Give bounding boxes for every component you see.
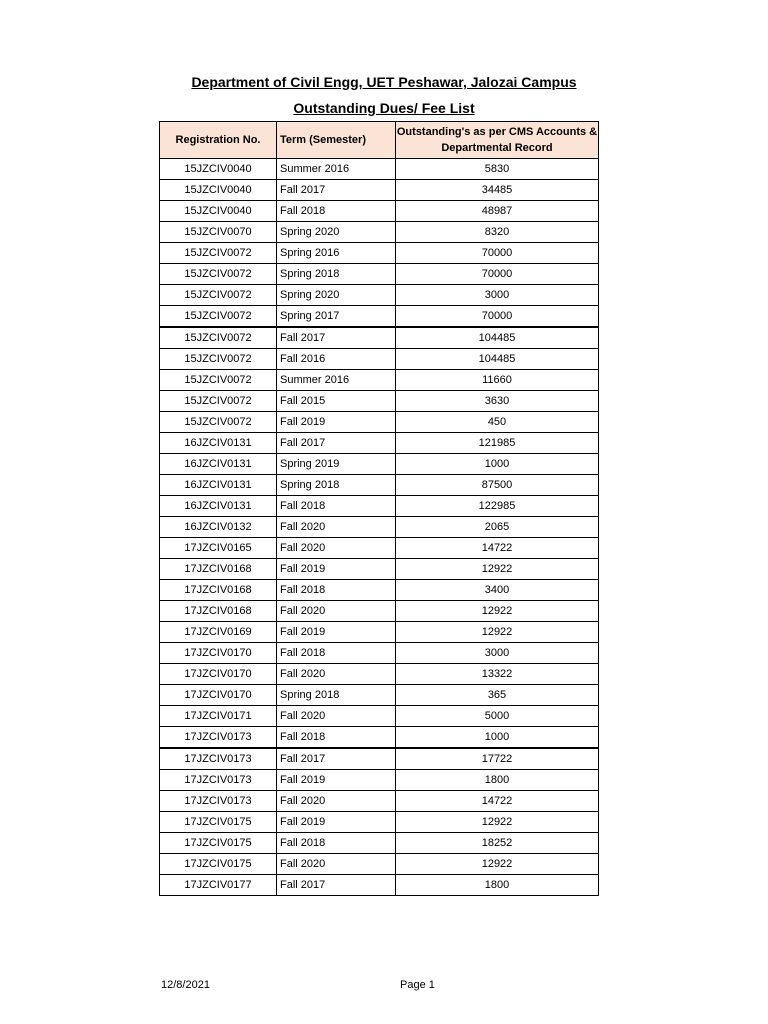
table-row	[160, 854, 599, 875]
table-row	[160, 306, 599, 328]
term-cell: Fall 2016	[277, 349, 396, 370]
outstanding-amount-cell: 8320	[396, 222, 599, 243]
registration-cell: 17JZCIV0173	[160, 727, 277, 749]
outstanding-amount-cell: 87500	[396, 475, 599, 496]
registration-cell: 17JZCIV0170	[160, 685, 277, 706]
term-cell: Fall 2017	[277, 875, 396, 896]
outstanding-amount-cell: 1800	[396, 875, 599, 896]
term-cell: Spring 2020	[277, 285, 396, 306]
registration-cell: 15JZCIV0070	[160, 222, 277, 243]
registration-cell: 16JZCIV0131	[160, 475, 277, 496]
outstanding-amount-cell: 5000	[396, 706, 599, 727]
term-cell: Spring 2018	[277, 685, 396, 706]
dues-table	[159, 121, 599, 896]
registration-cell: 16JZCIV0132	[160, 517, 277, 538]
registration-cell: 17JZCIV0177	[160, 875, 277, 896]
outstanding-amount-cell: 34485	[396, 180, 599, 201]
outstanding-amount-cell: 1000	[396, 727, 599, 749]
footer-page-number: Page 1	[400, 979, 435, 991]
outstanding-amount-cell: 11660	[396, 370, 599, 391]
term-cell: Summer 2016	[277, 159, 396, 180]
table-body	[160, 159, 599, 896]
registration-cell: 17JZCIV0175	[160, 854, 277, 875]
table-row	[160, 243, 599, 264]
outstanding-amount-cell: 2065	[396, 517, 599, 538]
table-row	[160, 622, 599, 643]
term-cell: Fall 2018	[277, 727, 396, 749]
term-cell: Fall 2019	[277, 622, 396, 643]
term-cell: Fall 2015	[277, 391, 396, 412]
outstanding-amount-cell: 1000	[396, 454, 599, 475]
term-cell: Fall 2020	[277, 517, 396, 538]
registration-cell: 15JZCIV0072	[160, 370, 277, 391]
registration-cell: 17JZCIV0169	[160, 622, 277, 643]
term-cell: Spring 2016	[277, 243, 396, 264]
registration-cell: 16JZCIV0131	[160, 496, 277, 517]
registration-cell: 16JZCIV0131	[160, 454, 277, 475]
term-cell: Fall 2020	[277, 538, 396, 559]
table-row	[160, 412, 599, 433]
column-header-outstanding: Outstanding's as per CMS Accounts & Departmental Record	[396, 122, 599, 159]
outstanding-amount-cell: 70000	[396, 243, 599, 264]
term-cell: Fall 2018	[277, 201, 396, 222]
table-row	[160, 580, 599, 601]
outstanding-amount-cell: 5830	[396, 159, 599, 180]
registration-cell: 17JZCIV0175	[160, 833, 277, 854]
term-cell: Fall 2018	[277, 580, 396, 601]
outstanding-amount-cell: 13322	[396, 664, 599, 685]
outstanding-amount-cell: 1800	[396, 770, 599, 791]
term-cell: Fall 2020	[277, 854, 396, 875]
outstanding-amount-cell: 48987	[396, 201, 599, 222]
outstanding-amount-cell: 14722	[396, 791, 599, 812]
outstanding-amount-cell: 12922	[396, 559, 599, 580]
term-cell: Fall 2020	[277, 706, 396, 727]
table-row	[160, 327, 599, 349]
table-row	[160, 812, 599, 833]
table-row	[160, 833, 599, 854]
term-cell: Fall 2017	[277, 180, 396, 201]
outstanding-amount-cell: 3400	[396, 580, 599, 601]
outstanding-amount-cell: 12922	[396, 812, 599, 833]
term-cell: Spring 2018	[277, 475, 396, 496]
registration-cell: 17JZCIV0168	[160, 601, 277, 622]
table-row	[160, 159, 599, 180]
table-row	[160, 454, 599, 475]
registration-cell: 17JZCIV0175	[160, 812, 277, 833]
outstanding-amount-cell: 18252	[396, 833, 599, 854]
registration-cell: 15JZCIV0072	[160, 349, 277, 370]
registration-cell: 17JZCIV0168	[160, 559, 277, 580]
term-cell: Fall 2019	[277, 412, 396, 433]
table-row	[160, 727, 599, 749]
registration-cell: 17JZCIV0168	[160, 580, 277, 601]
table-row	[160, 601, 599, 622]
outstanding-amount-cell: 121985	[396, 433, 599, 454]
registration-cell: 17JZCIV0173	[160, 770, 277, 791]
term-cell: Fall 2018	[277, 833, 396, 854]
outstanding-amount-cell: 70000	[396, 264, 599, 285]
registration-cell: 17JZCIV0170	[160, 664, 277, 685]
registration-cell: 17JZCIV0173	[160, 791, 277, 812]
registration-cell: 15JZCIV0072	[160, 243, 277, 264]
table-row	[160, 222, 599, 243]
registration-cell: 15JZCIV0072	[160, 391, 277, 412]
term-cell: Fall 2017	[277, 748, 396, 770]
document-title: Department of Civil Engg, UET Peshawar, Jalozai Campus	[191, 74, 577, 90]
term-cell: Fall 2020	[277, 791, 396, 812]
table-row	[160, 791, 599, 812]
table-row	[160, 748, 599, 770]
outstanding-amount-cell: 12922	[396, 601, 599, 622]
document-subtitle: Outstanding Dues/ Fee List	[293, 100, 475, 116]
outstanding-amount-cell: 104485	[396, 327, 599, 349]
outstanding-amount-cell: 104485	[396, 349, 599, 370]
outstanding-amount-cell: 122985	[396, 496, 599, 517]
column-header-registration: Registration No.	[160, 122, 277, 159]
registration-cell: 15JZCIV0040	[160, 159, 277, 180]
table-row	[160, 475, 599, 496]
outstanding-amount-cell: 450	[396, 412, 599, 433]
term-cell: Spring 2019	[277, 454, 396, 475]
term-cell: Fall 2019	[277, 770, 396, 791]
table-row	[160, 770, 599, 791]
outstanding-amount-cell: 3000	[396, 643, 599, 664]
outstanding-amount-cell: 70000	[396, 306, 599, 328]
term-cell: Spring 2018	[277, 264, 396, 285]
table-row	[160, 391, 599, 412]
table-row	[160, 180, 599, 201]
outstanding-amount-cell: 17722	[396, 748, 599, 770]
table-row	[160, 201, 599, 222]
outstanding-amount-cell: 365	[396, 685, 599, 706]
term-cell: Fall 2018	[277, 643, 396, 664]
outstanding-amount-cell: 14722	[396, 538, 599, 559]
term-cell: Fall 2019	[277, 812, 396, 833]
registration-cell: 15JZCIV0072	[160, 306, 277, 328]
registration-cell: 17JZCIV0173	[160, 748, 277, 770]
registration-cell: 17JZCIV0170	[160, 643, 277, 664]
table-row	[160, 517, 599, 538]
term-cell: Fall 2019	[277, 559, 396, 580]
table-row	[160, 664, 599, 685]
registration-cell: 15JZCIV0040	[160, 201, 277, 222]
table-row	[160, 370, 599, 391]
term-cell: Fall 2020	[277, 664, 396, 685]
registration-cell: 15JZCIV0072	[160, 285, 277, 306]
table-row	[160, 349, 599, 370]
term-cell: Summer 2016	[277, 370, 396, 391]
footer-date: 12/8/2021	[161, 979, 210, 991]
table-header-row	[160, 122, 599, 159]
outstanding-amount-cell: 3000	[396, 285, 599, 306]
registration-cell: 15JZCIV0072	[160, 264, 277, 285]
term-cell: Fall 2020	[277, 601, 396, 622]
table-row	[160, 264, 599, 285]
registration-cell: 15JZCIV0040	[160, 180, 277, 201]
table-row	[160, 706, 599, 727]
term-cell: Spring 2020	[277, 222, 396, 243]
outstanding-amount-cell: 3630	[396, 391, 599, 412]
table-row	[160, 538, 599, 559]
table-row	[160, 559, 599, 580]
table-row	[160, 496, 599, 517]
registration-cell: 15JZCIV0072	[160, 327, 277, 349]
registration-cell: 15JZCIV0072	[160, 412, 277, 433]
term-cell: Fall 2017	[277, 327, 396, 349]
term-cell: Fall 2018	[277, 496, 396, 517]
registration-cell: 17JZCIV0165	[160, 538, 277, 559]
column-header-term: Term (Semester)	[277, 122, 396, 159]
table-row	[160, 285, 599, 306]
term-cell: Fall 2017	[277, 433, 396, 454]
table-row	[160, 875, 599, 896]
registration-cell: 17JZCIV0171	[160, 706, 277, 727]
table-row	[160, 685, 599, 706]
outstanding-amount-cell: 12922	[396, 622, 599, 643]
registration-cell: 16JZCIV0131	[160, 433, 277, 454]
term-cell: Spring 2017	[277, 306, 396, 328]
table-row	[160, 643, 599, 664]
table-row	[160, 433, 599, 454]
outstanding-amount-cell: 12922	[396, 854, 599, 875]
